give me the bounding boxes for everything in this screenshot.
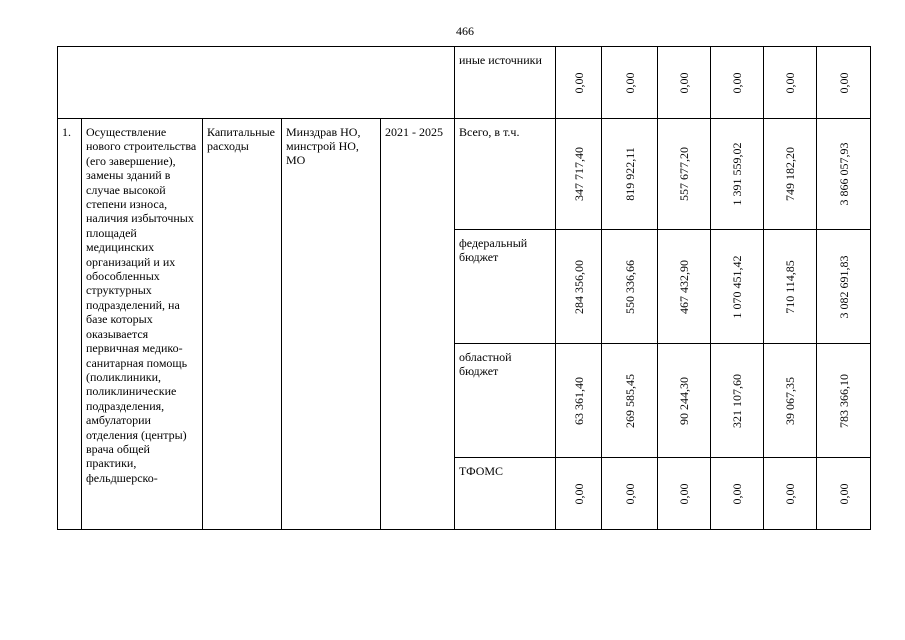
value-text: 550 336,66 <box>622 259 637 314</box>
value-cell <box>556 47 602 119</box>
value-text: 0,00 <box>622 72 637 93</box>
value-cell <box>764 47 817 119</box>
value-text: 749 182,20 <box>783 147 797 201</box>
value-text: 0,00 <box>836 483 851 504</box>
value-text: 0,00 <box>730 483 744 504</box>
value-text: 0,00 <box>571 72 586 93</box>
source-label: иные источники <box>459 53 542 67</box>
value-text: 3 082 691,83 <box>836 255 851 318</box>
value-text: 0,00 <box>677 483 691 504</box>
value-text: 39 067,35 <box>783 376 797 425</box>
value-cell <box>658 47 711 119</box>
value-text: 467 432,90 <box>677 259 691 314</box>
value-text: 321 107,60 <box>730 373 744 428</box>
source-label-cell <box>455 47 556 119</box>
value-cell <box>764 458 817 530</box>
value-cell <box>602 119 658 230</box>
budget-table <box>57 46 871 530</box>
value-text: 0,00 <box>783 483 797 504</box>
value-cell <box>711 344 764 458</box>
value-cell <box>711 458 764 530</box>
value-cell <box>711 47 764 119</box>
item-number: 1. <box>62 125 71 139</box>
value-cell <box>556 119 602 230</box>
value-cell <box>817 458 871 530</box>
expense-type-cell <box>203 119 282 530</box>
value-cell <box>817 47 871 119</box>
source-label-cell <box>455 344 556 458</box>
value-text: 819 922,11 <box>622 147 637 201</box>
value-text: 1 391 559,02 <box>730 142 744 206</box>
value-text: 0,00 <box>677 72 691 93</box>
source-label: областной бюджет <box>459 350 512 378</box>
value-text: 3 866 057,93 <box>836 142 851 206</box>
table-row <box>58 119 871 230</box>
value-text: 63 361,40 <box>571 376 586 425</box>
table-row <box>58 47 871 119</box>
period: 2021 - 2025 <box>385 125 443 139</box>
value-cell <box>602 344 658 458</box>
value-cell <box>658 458 711 530</box>
value-cell <box>658 344 711 458</box>
value-text: 783 366,10 <box>836 373 851 428</box>
value-text: 0,00 <box>622 483 637 504</box>
source-label-cell <box>455 230 556 344</box>
value-text: 0,00 <box>783 72 797 93</box>
value-cell <box>764 230 817 344</box>
value-text: 0,00 <box>730 72 744 93</box>
value-cell <box>658 230 711 344</box>
value-cell <box>817 344 871 458</box>
expense-type: Капитальные расходы <box>207 125 275 153</box>
source-label-cell <box>455 119 556 230</box>
value-text: 284 356,00 <box>571 259 586 314</box>
item-number-cell <box>58 119 82 530</box>
value-cell <box>817 119 871 230</box>
value-text: 1 070 451,42 <box>730 255 744 318</box>
value-cell <box>711 119 764 230</box>
item-description: Осуществление нового строительства (его завершение), замены зданий в случае высокой степени износа, наличия избыточных площадей медицинских организаций и их обособленных структурных подразделений, на базе которых оказывается первичная медико-санитарная помощь (поликлиники, поликлинические подразделения, амбулатории отделения (центры) врача общей практики, фельдшерско- <box>86 125 197 485</box>
value-text: 90 244,30 <box>677 376 691 425</box>
executor-cell <box>282 119 381 530</box>
value-text: 710 114,85 <box>783 259 797 314</box>
value-text: 0,00 <box>571 483 586 504</box>
value-cell <box>764 119 817 230</box>
value-cell <box>556 344 602 458</box>
period-cell <box>381 119 455 530</box>
value-cell <box>602 47 658 119</box>
value-cell <box>711 230 764 344</box>
value-cell <box>658 119 711 230</box>
value-cell <box>556 458 602 530</box>
source-label-cell <box>455 458 556 530</box>
source-label: ТФОМС <box>459 464 504 478</box>
value-text: 0,00 <box>836 72 851 93</box>
page-number: 466 <box>456 24 474 38</box>
value-cell <box>764 344 817 458</box>
value-text: 269 585,45 <box>622 373 637 428</box>
source-label: Всего, в т.ч. <box>459 125 520 139</box>
value-cell <box>602 230 658 344</box>
executor: Минздрав НО, минстрой НО, МО <box>286 125 361 167</box>
value-text: 557 677,20 <box>677 147 691 201</box>
value-cell <box>602 458 658 530</box>
empty-cell <box>58 47 455 119</box>
value-cell <box>556 230 602 344</box>
description-cell <box>82 119 203 530</box>
value-cell <box>817 230 871 344</box>
value-text: 347 717,40 <box>571 147 586 201</box>
source-label: федеральный бюджет <box>459 236 528 264</box>
